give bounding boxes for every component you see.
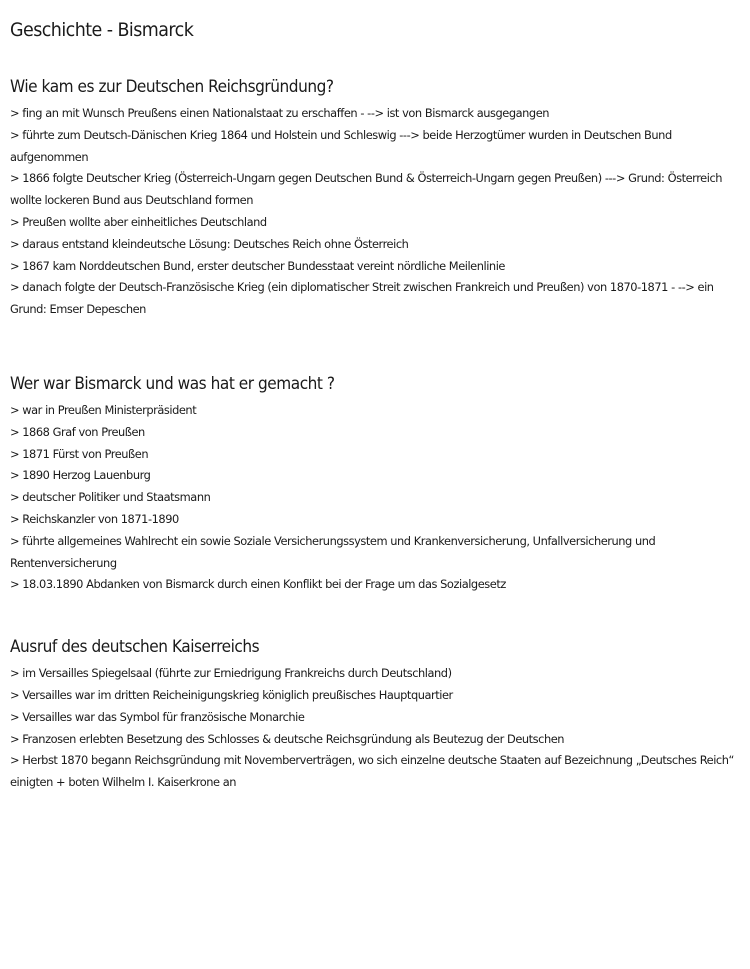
section-bismarck xyxy=(10,372,742,596)
list-item: > 1867 kam Norddeutschen Bund, erster deutscher Bundesstaat vereint nördliche Meilenlinie xyxy=(10,258,505,273)
section-heading: Ausruf des deutschen Kaiserreichs xyxy=(10,637,260,657)
list-item: > deutscher Politiker und Staatsmann xyxy=(10,490,211,505)
bullet-list xyxy=(10,663,742,794)
list-item: > Herbst 1870 begann Reichsgründung mit Novemberverträgen, wo sich einzelne deutsche Staaten auf Bezeichnung „Deutsches Reich“ einigten + boten Wilhelm I. Kaiserkrone an xyxy=(10,753,734,790)
section-kaiserreich xyxy=(10,635,742,794)
list-item: > Versailles war im dritten Reicheinigungskrieg königlich preußisches Hauptquartier xyxy=(10,687,453,702)
bullet-list xyxy=(10,400,742,596)
list-item: > Reichskanzler von 1871-1890 xyxy=(10,511,179,526)
list-item: > Preußen wollte aber einheitliches Deutschland xyxy=(10,214,267,229)
list-item: > war in Preußen Ministerpräsident xyxy=(10,402,197,417)
bullet-list xyxy=(10,103,742,321)
section-heading: Wer war Bismarck und was hat er gemacht ? xyxy=(10,373,335,393)
page-title: Geschichte - Bismarck xyxy=(10,19,194,41)
section-reichsgruendung xyxy=(10,75,742,321)
list-item: > im Versailles Spiegelsaal (führte zur Erniedrigung Frankreichs durch Deutschland) xyxy=(10,666,452,681)
list-item: > daraus entstand kleindeutsche Lösung: Deutsches Reich ohne Österreich xyxy=(10,236,409,251)
section-heading: Wie kam es zur Deutschen Reichsgründung? xyxy=(10,77,334,96)
list-item: > führte zum Deutsch-Dänischen Krieg 1864 und Holstein und Schleswig ---> beide Herzogtümer wurden in Deutschen Bund aufgenommen xyxy=(10,127,672,164)
list-item: > danach folgte der Deutsch-Französische Krieg (ein diplomatischer Streit zwischen Frankreich und Preußen) von 1870-1871 - --> ein Grund: Emser Depeschen xyxy=(10,280,714,317)
list-item: > 1871 Fürst von Preußen xyxy=(10,446,149,461)
list-item: > führte allgemeines Wahlrecht ein sowie Soziale Versicherungssystem und Krankenversicherung, Unfallversicherung und Rentenversicherung xyxy=(10,533,656,570)
list-item: > Franzosen erlebten Besetzung des Schlosses & deutsche Reichsgründung als Beutezug der Deutschen xyxy=(10,731,565,746)
list-item: > 1866 folgte Deutscher Krieg (Österreich-Ungarn gegen Deutschen Bund & Österreich-Ungarn gegen Preußen) ---> Grund: Österreich wollte lockeren Bund aus Deutschland formen xyxy=(10,171,723,208)
list-item: > 1868 Graf von Preußen xyxy=(10,424,145,439)
list-item: > fing an mit Wunsch Preußens einen Nationalstaat zu erschaffen - --> ist von Bismarck ausgegangen xyxy=(10,106,550,120)
list-item: > Versailles war das Symbol für französische Monarchie xyxy=(10,709,305,724)
list-item: > 1890 Herzog Lauenburg xyxy=(10,468,151,483)
list-item: > 18.03.1890 Abdanken von Bismarck durch einen Konflikt bei der Frage um das Sozialgesetz xyxy=(10,577,506,592)
